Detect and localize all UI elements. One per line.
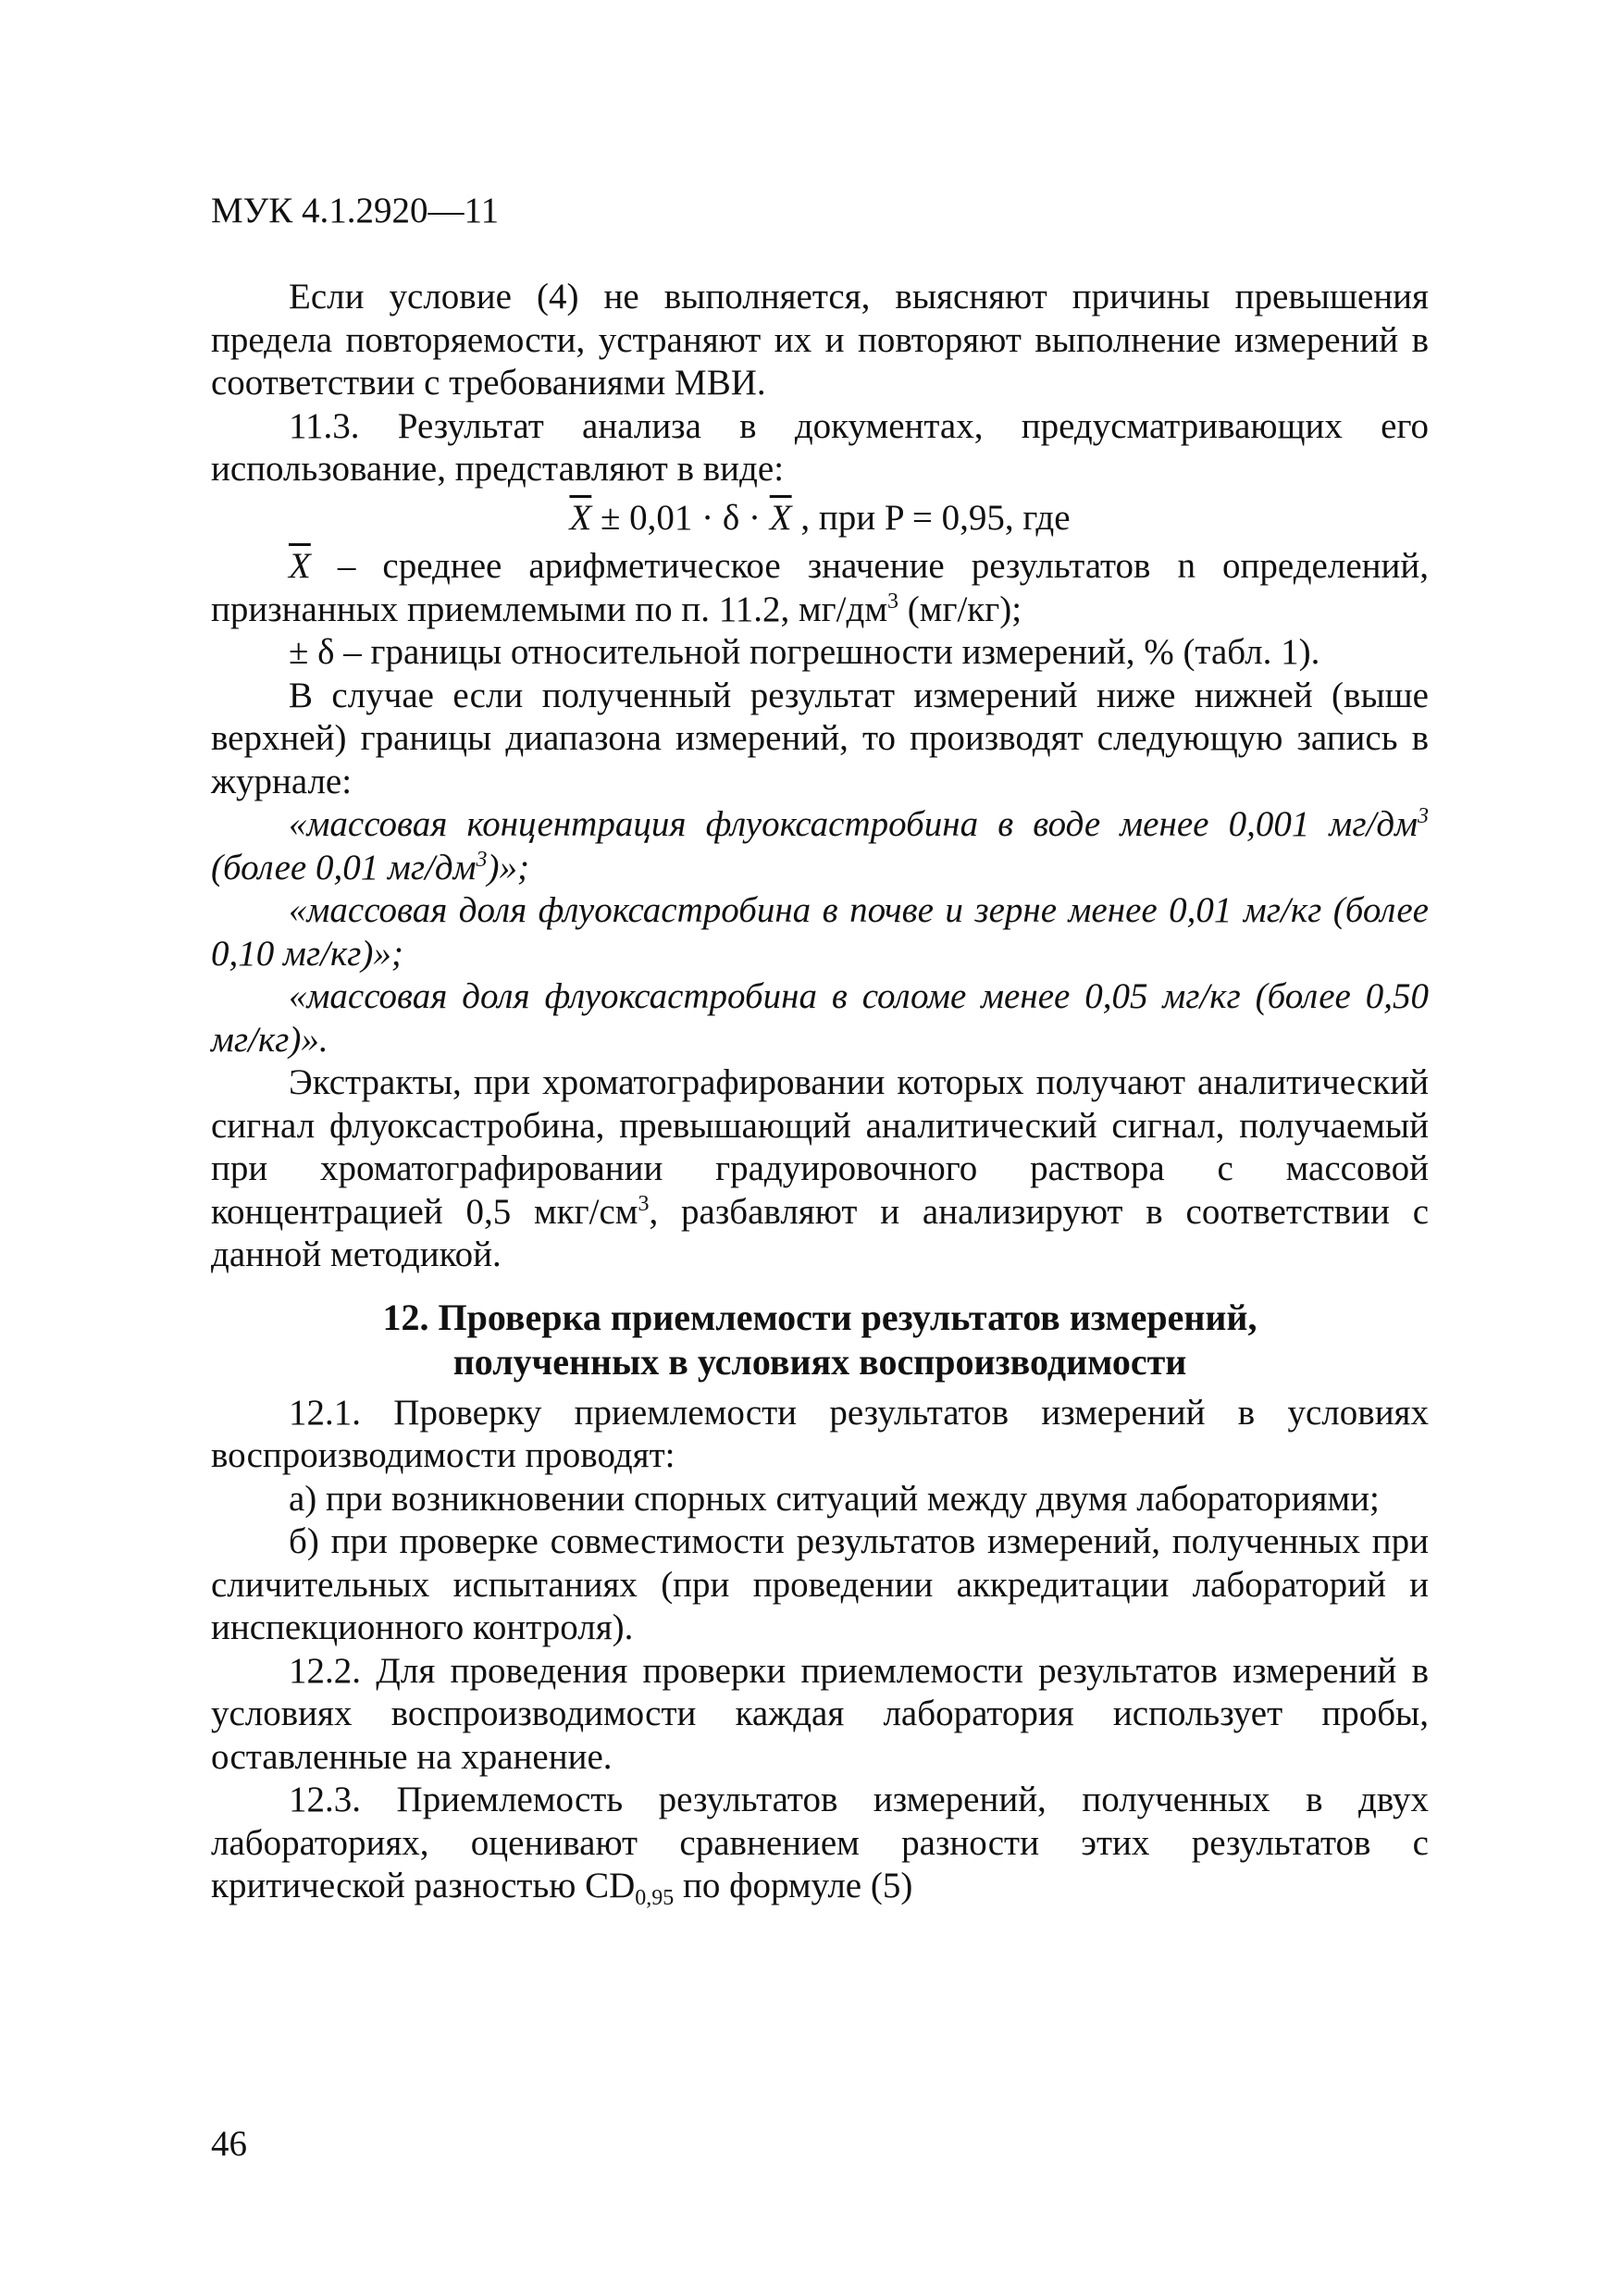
journal-entry-water-a: «массовая концентрация флуоксастробина в воде менее 0,001 мг/дм (289, 804, 1418, 844)
journal-entry-straw: «массовая доля флуоксастробина в соломе менее 0,05 мг/кг (более 0,50 мг/кг)». (211, 976, 1429, 1060)
journal-entry-water-c: )»; (487, 847, 530, 887)
paragraph-12-1: 12.1. Проверку приемлемости результатов измерений в условиях воспроизводимости проводят: (211, 1392, 1429, 1475)
journal-entry-water-sup1: 3 (1418, 804, 1429, 828)
paragraph-extracts-sup: 3 (638, 1191, 650, 1216)
definition-x-sup: 3 (887, 589, 899, 614)
section-12-heading-line1: 12. Проверка приемлемости результатов измерений, (382, 1296, 1258, 1338)
document-header: МУК 4.1.2920—11 (211, 191, 500, 230)
section-12-heading (211, 1296, 1429, 1384)
paragraph-12-3 (211, 1779, 1429, 1908)
journal-entry-water (211, 803, 1429, 889)
paragraph-12-2: 12.2. Для проведения проверки приемлемости результатов измерений в условиях воспроизводимости каждая лаборатория использует пробы, оставленные на хранение. (211, 1650, 1429, 1777)
journal-entry-water-sup2: 3 (476, 847, 488, 872)
definition-x-text: – среднее арифметическое значение результатов n определений, признанных приемлемыми по п. 11.2, мг/дм (211, 546, 1429, 629)
journal-entry-soil-grain: «массовая доля флуоксастробина в почве и зерне менее 0,01 мг/кг (более 0,10 мг/кг)»; (211, 890, 1429, 974)
paragraph-12-3-b: по формуле (5) (674, 1866, 913, 1905)
paragraph-below-range: В случае если полученный результат измерений ниже нижней (выше верхней) границы диапазона измерений, то производят следующую запись в журнале: (211, 675, 1429, 801)
paragraph-extracts-a: Экстракты, при хроматографировании которых получают аналитический сигнал флуоксастробина, превышающий аналитический сигнал, получаемый при хроматографировании градуировочного раствора с массовой концентрацией 0,5 мкг/см (211, 1062, 1429, 1232)
paragraph-12-3-sub: 0,95 (635, 1886, 675, 1910)
paragraph-extracts (211, 1061, 1429, 1277)
paragraph-11-3: 11.3. Результат анализа в документах, предусматривающих его использование, представляют в виде: (211, 405, 1429, 489)
paragraph-repeatability: Если условие (4) не выполняется, выясняют причины превышения предела повторяемости, устраняют их и повторяют выполнение измерений в соответствии с требованиями МВИ. (211, 277, 1429, 403)
page-body (211, 276, 1429, 1908)
definition-x-mean (211, 545, 1429, 631)
paragraph-12-1-b: б) при проверке совместимости результатов измерений, полученных при сличительных испытаниях (при проведении аккредитации лабораторий и инспекционного контроля). (211, 1521, 1429, 1647)
formula-middle: ± 0,01 · δ · (591, 497, 770, 538)
formula-x-mean: $\overline{X}$ (569, 497, 592, 538)
formula-tail: , при P = 0,95, где (791, 497, 1071, 538)
definition-x-tail: (мг/кг); (898, 589, 1022, 629)
result-formula (211, 497, 1429, 540)
formula-x-mean-2: $\overline{X}$ (769, 497, 792, 538)
page-number: 46 (211, 2124, 247, 2164)
paragraph-extracts-b: , разбавляют и анализируют в соответствии с данной методикой. (211, 1191, 1430, 1274)
paragraph-12-1-a: а) при возникновении спорных ситуаций между двумя лабораториями; (289, 1478, 1380, 1519)
paragraph-12-3-a: 12.3. Приемлемость результатов измерений, полученных в двух лабораториях, оценивают сравнением разности этих результатов с критической разностью CD (211, 1780, 1429, 1905)
journal-entry-water-b: (более 0,01 мг/дм (211, 847, 477, 887)
definition-delta: ± δ – границы относительной погрешности измерений, % (табл. 1). (289, 632, 1320, 672)
section-12-heading-line2: полученных в условиях воспроизводимости (452, 1340, 1187, 1383)
definition-x-symbol: $\overline{X}$ (289, 546, 311, 586)
